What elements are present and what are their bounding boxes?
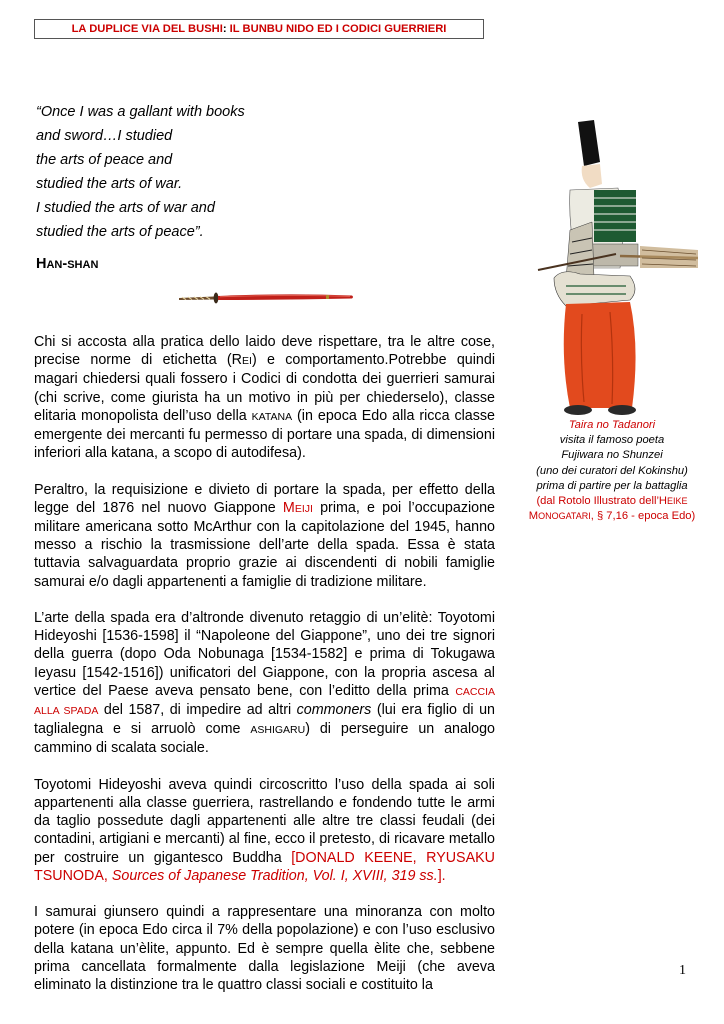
quote-line: “Once I was a gallant with books [36, 104, 245, 120]
epigraph-quote [36, 100, 336, 244]
caption-line: MONOGATARI, § 7,16 - epoca Edo) [528, 510, 696, 523]
samurai-portrait [520, 118, 700, 416]
quote-line: I studied the arts of war and [36, 200, 215, 216]
quote-author: HAN-SHAN [36, 256, 99, 272]
caption-line: Fujiwara no Shunzei [561, 449, 663, 462]
header-title-b: IL BUNBU NIDO ED I CODICI GUERRIERI [226, 23, 447, 35]
header-title-separator: : [222, 23, 227, 35]
quote-line: studied the arts of war. [36, 176, 183, 192]
caption-line: visita il famoso poeta [559, 434, 665, 447]
caption-line: (uno dei curatori del Kokinshu) [536, 464, 688, 477]
quote-line: studied the arts of peace”. [36, 224, 204, 240]
caption-line: Taira no Tadanori [568, 419, 656, 431]
caption-line: (dal Rotolo Illustrato dell’HEIKE [536, 495, 688, 508]
paragraph: I samurai giunsero quindi a rappresentare una minoranza con molto potere (in epoca Edo circa il 7% della popolazione) e con l’uso esclusivo della katana un’èlite, appunto. Ed è sempre quella èlite che, sebbene prima cancellata formalmente dalla legislazione Meiji (che aveva eliminato la distinzione tra le quattro classi sociali e costituito la [34, 904, 495, 994]
paragraph: Toyotomi Hideyoshi aveva quindi circoscritto l’uso della spada ai soli appartenenti alla classe guerriera, rastrellando e fondendo tutte le armi da taglio possedute dagli appartenenti alle altre tre classi feudali (dei contadini, artigiani e mercanti) al fine, ecco il pretesto, di ricavare metallo per costruire un gigantesco Buddha [DONALD KEENE, RYUSAKU TSUNODA, Sources of Japanese Tradition, Vol. I, XVIII, 319 ss.]. [34, 776, 495, 884]
paragraph: Peraltro, la requisizione e divieto di portare la spada, per effetto della legge del 1876 nel nuovo Giappone MEIJI prima, e poi l’occupazione militare americana sotto McArthur con la capitolazione del 1945, hanno messo a rischio la trasmissione dell’arte della spada. Essa è stata tuttavia salvaguardata proprio grazie ai discendenti di nobili famiglie samurai e/o dagli appartenenti a famiglie di tradizione militare. [34, 481, 495, 590]
body-text [34, 333, 495, 994]
caption-line: prima di partire per la battaglia [536, 479, 688, 492]
running-header [34, 19, 484, 39]
paragraph: L’arte della spada era d’altronde divenuto retaggio di un’elitè: Toyotomi Hideyoshi [1536-1598] il “Napoleone del Giappone”, uno dei tre signori della guerra (dopo Oda Nobunaga [1534-1582] e prima di Tokugawa Ieyasu [1542-1516]) unificatori del Giappone, con la propria ascesa al vertice del Paese aveva pensato bene, con l’editto della prima CACCIA ALLA SPADA del 1587, di impedire ad altri commoners (lui era figlio di un taglialegna e si arruolò come ASHIGARU) di perseguire un analogo cammino di scalata sociale. [34, 610, 495, 757]
paragraph: Chi si accosta alla pratica dello laido deve rispettare, tra le altre cose, precise norme di etichetta (REI) e comportamento.Potrebbe quindi magari chiedersi quali fossero i Codici di condotta dei guerrieri samurai (chi scrive, come giurista ha un motivo in più per chiederselo), classe elitaria monopolista dell’uso della KATANA (in epoca Edo alla ricca classe emergente dei mercanti fu permesso di portare una spada, di dimensioni inferiori alla katana, a scopo di autodifesa). [34, 334, 495, 462]
page-number: 1 [679, 963, 686, 978]
quote-line: and sword…I studied [36, 128, 173, 144]
header-title-a: LA DUPLICE VIA DEL BUSHI [71, 23, 223, 35]
katana-icon [176, 284, 356, 308]
image-caption [508, 418, 716, 524]
quote-line: the arts of peace and [36, 152, 173, 168]
